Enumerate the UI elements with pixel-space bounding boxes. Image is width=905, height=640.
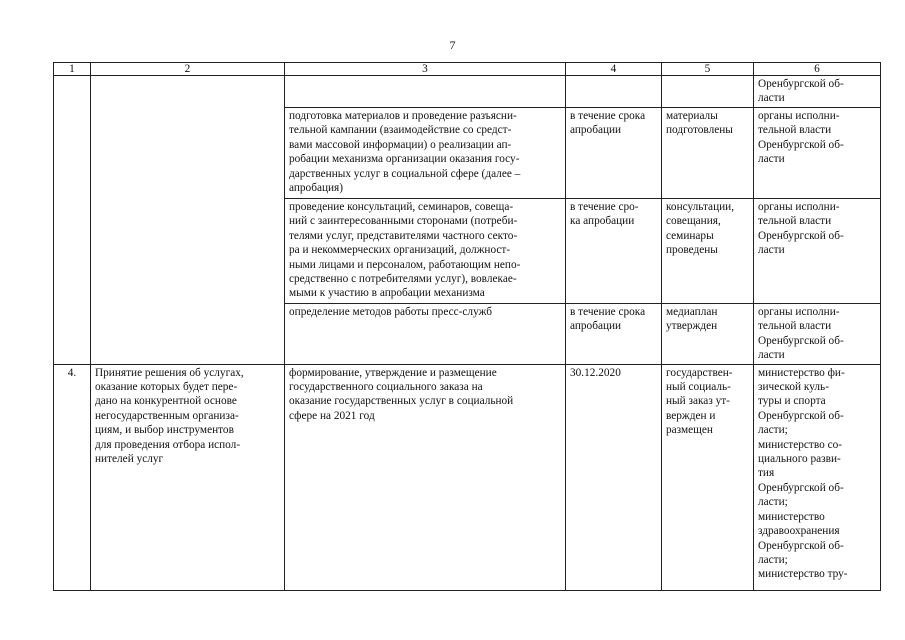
cell-result: государствен- ный социаль- ный заказ ут- вержден и размещен (662, 364, 754, 590)
header-col-5: 5 (662, 63, 754, 76)
cell-activity: проведение консультаций, семинаров, совеща- ний с заинтересованными сторонами (потреби- телями услуг, представителями частного секто- ра и некоммерческих организаций, должност- ными лицами и персоналом, работающим непо- средственно с потребителями услуг), вовлекае- мыми к участию в апробации механизма (285, 199, 566, 304)
cell-result: консультации, совещания, семинары проведены (662, 199, 754, 304)
cell-result (662, 76, 754, 108)
header-col-6: 6 (754, 63, 881, 76)
cell-activity: подготовка материалов и проведение разъясни- тельной кампании (взаимодействие со средст- вами массовой информации) о реализации ап- робации механизма организации оказания госу- дарственных услуг в социальной сфере (далее – апробация) (285, 108, 566, 199)
header-col-2: 2 (91, 63, 285, 76)
cell-responsible: Оренбургской об- ласти (754, 76, 881, 108)
cell-result: медиаплан утвержден (662, 304, 754, 365)
plan-table (53, 62, 881, 591)
cell-responsible: органы исполни- тельной власти Оренбургской об- ласти (754, 108, 881, 199)
table-row (54, 76, 881, 108)
cell-result: материалы подготовлены (662, 108, 754, 199)
page-number: 7 (449, 38, 456, 52)
table-row (54, 364, 881, 590)
header-col-1: 1 (54, 63, 91, 76)
cell-responsible: министерство фи- зической куль- туры и спорта Оренбургской об- ласти; министерство со- циального разви- тия Оренбургской об- ласти; министерство здравоохранения Оренбургской об- ласти; министерство тру- (754, 364, 881, 590)
cell-activity: определение методов работы пресс-служб (285, 304, 566, 365)
cell-responsible: органы исполни- тельной власти Оренбургской об- ласти (754, 304, 881, 365)
cell-responsible: органы исполни- тельной власти Оренбургской об- ласти (754, 199, 881, 304)
cell-number (54, 76, 91, 365)
header-row (54, 63, 881, 76)
cell-term: в течение срока апробации (566, 108, 662, 199)
cell-term: в течение сро- ка апробации (566, 199, 662, 304)
header-col-4: 4 (566, 63, 662, 76)
cell-event: Принятие решения об услугах, оказание которых будет пере- дано на конкурентной основе негосударственным организа- циям, и выбор инструментов для проведения отбора испол- нителей услуг (91, 364, 285, 590)
cell-term: в течение срока апробации (566, 304, 662, 365)
cell-event (91, 76, 285, 365)
header-col-3: 3 (285, 63, 566, 76)
cell-term: 30.12.2020 (566, 364, 662, 590)
cell-activity (285, 76, 566, 108)
cell-number: 4. (54, 364, 91, 590)
cell-activity: формирование, утверждение и размещение государственного социального заказа на оказание государственных услуг в социальной сфере на 2021 год (285, 364, 566, 590)
cell-term (566, 76, 662, 108)
